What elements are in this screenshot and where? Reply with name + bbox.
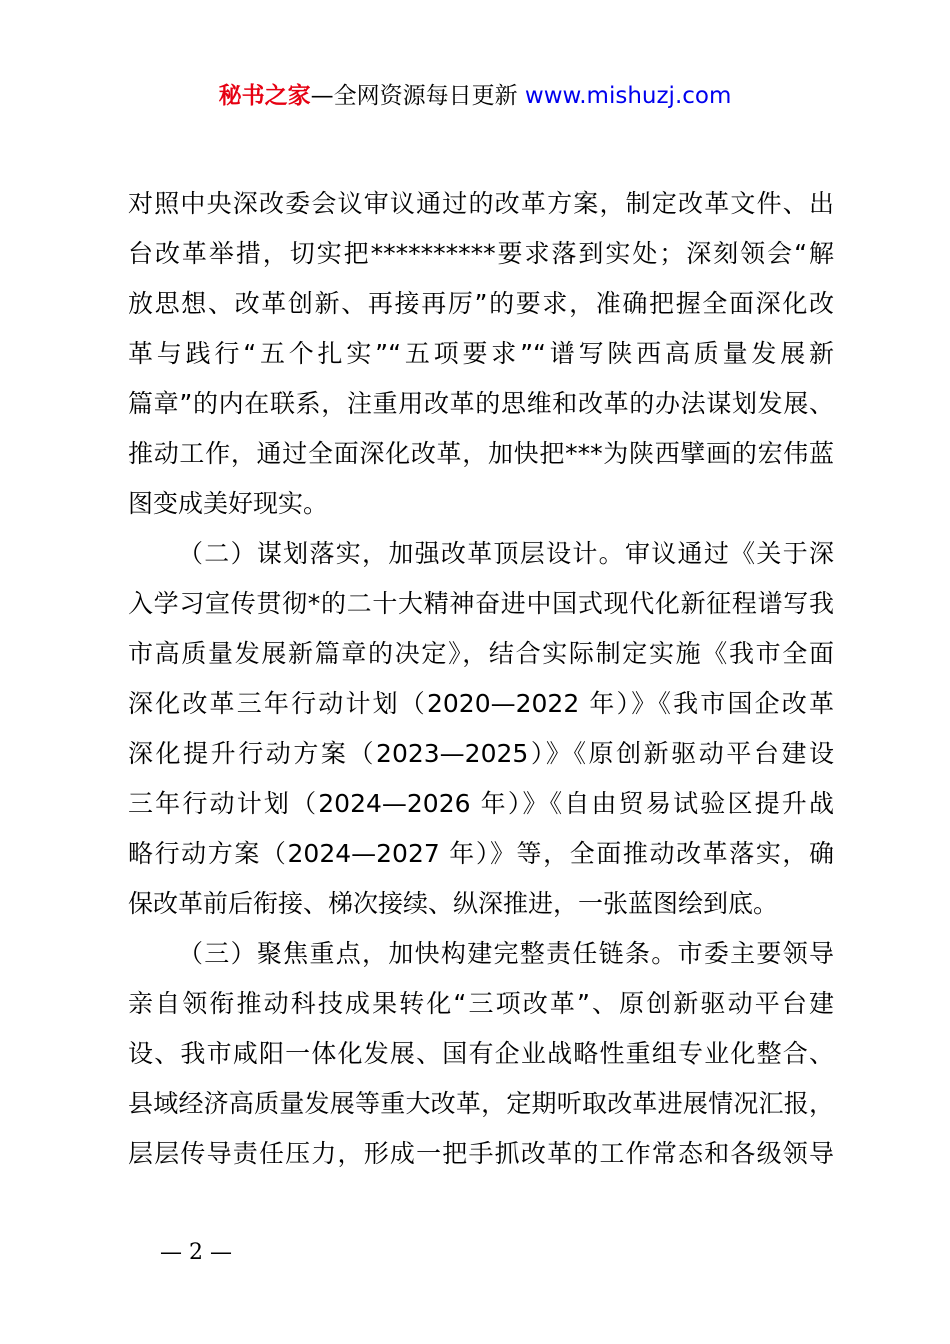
text-line: 对照中央深改委会议审议通过的改革方案，制定改革文件、出	[128, 189, 834, 218]
text-line: 三年行动计划（2024—2026 年）》《自由贸易试验区提升战	[128, 789, 834, 818]
text-line: （二）谋划落实，加强改革顶层设计。审议通过《关于深	[178, 539, 834, 568]
site-brand: 秘书之家	[218, 83, 311, 109]
text-line: 深化改革三年行动计划（2020—2022 年）》《我市国企改革	[128, 689, 834, 718]
site-url-link[interactable]: www.mishuzj.com	[524, 83, 732, 109]
text-line: 入学习宣传贯彻*的二十大精神奋进中国式现代化新征程谱写我	[128, 589, 834, 618]
text-line: 推动工作，通过全面深化改革，加快把***为陕西擘画的宏伟蓝	[128, 439, 834, 468]
text-line: 深化提升行动方案（2023—2025）》《原创新驱动平台建设	[128, 739, 834, 768]
text-line: （三）聚焦重点，加快构建完整责任链条。市委主要领导	[178, 939, 834, 968]
text-line: 放思想、改革创新、再接再厉”的要求，准确把握全面深化改	[128, 289, 834, 318]
text-line: 篇章”的内在联系，注重用改革的思维和改革的办法谋划发展、	[128, 389, 834, 418]
text-line: 革与践行“五个扎实”“五项要求”“谱写陕西高质量发展新	[128, 339, 834, 368]
page-number: — 2 —	[160, 1240, 232, 1265]
text-line: 层层传导责任压力，形成一把手抓改革的工作常态和各级领导	[128, 1139, 834, 1168]
text-line: 市高质量发展新篇章的决定》，结合实际制定实施《我市全面	[128, 639, 834, 668]
site-tagline: —全网资源每日更新	[310, 83, 525, 109]
site-header	[0, 80, 950, 112]
text-line: 台改革举措，切实把**********要求落到实处；深刻领会“解	[128, 239, 834, 268]
text-line: 县域经济高质量发展等重大改革，定期听取改革进展情况汇报，	[128, 1089, 834, 1118]
text-line: 略行动方案（2024—2027 年）》等，全面推动改革落实，确	[128, 839, 834, 868]
text-line: 亲自领衔推动科技成果转化“三项改革”、原创新驱动平台建	[128, 989, 834, 1018]
text-line: 保改革前后衔接、梯次接续、纵深推进，一张蓝图绘到底。	[128, 889, 779, 918]
document-body	[128, 183, 834, 1183]
text-line: 设、我市咸阳一体化发展、国有企业战略性重组专业化整合、	[128, 1039, 834, 1068]
text-line: 图变成美好现实。	[128, 489, 329, 518]
